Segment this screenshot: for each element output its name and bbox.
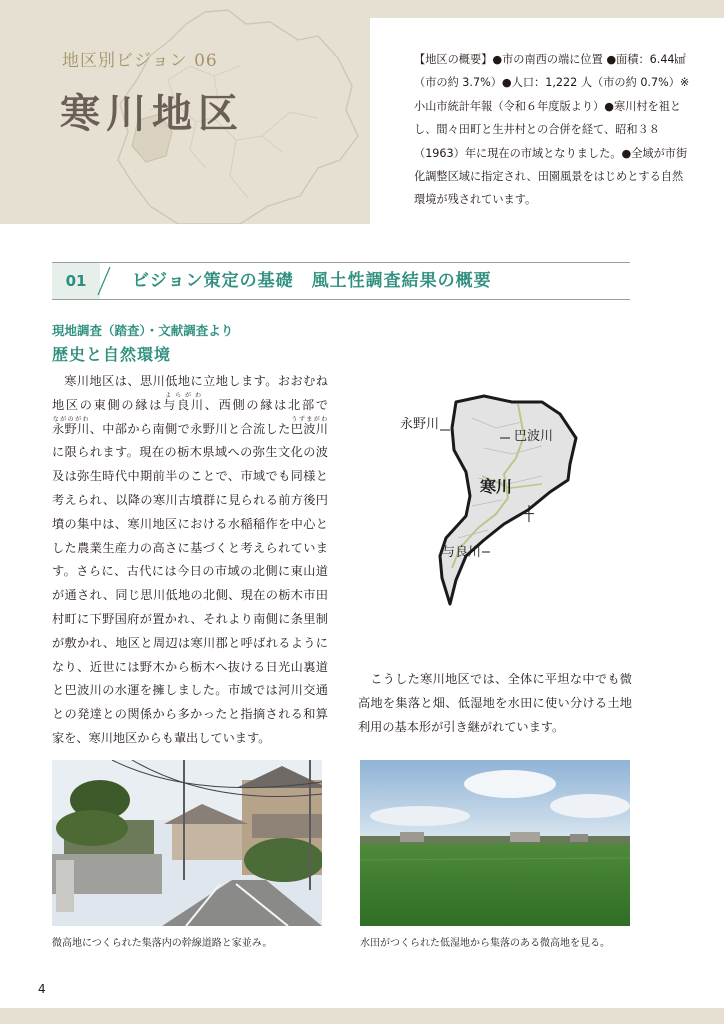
subsection-heading: 歴史と自然環境 (52, 345, 172, 364)
paragraph (52, 370, 328, 751)
section-heading (52, 262, 630, 300)
ruby-nagano (52, 415, 90, 436)
subsection-label: 現地調査（踏査）・文献調査より (52, 323, 234, 338)
district-boundary (440, 396, 576, 604)
paragraph: こうした寒川地区では、全体に平坦な中でも微高地を集落と畑、低湿地を水田に使い分ける土地利用の基本形が引き継がれています。 (358, 672, 632, 734)
text-run: 、中部から南側で永野川と合流した (89, 421, 291, 436)
slash-divider-icon (88, 263, 118, 299)
shrine-icon: ┼ (524, 505, 534, 521)
body-text-history (52, 370, 328, 751)
district-tag: 地区別ビジョン 06 (62, 51, 218, 71)
rice-paddy-image (360, 760, 630, 926)
ruby-reading: よらがわ (163, 391, 204, 399)
page-number: 4 (38, 982, 46, 996)
ruby-uzuma (290, 415, 328, 436)
photo-village-road (52, 760, 322, 926)
ruby-reading: うずまがわ (290, 415, 328, 423)
text-run: 、西側の縁は北部で (204, 397, 329, 412)
footer-band (0, 1008, 724, 1024)
map-label-nagano: 永野川 (400, 416, 440, 431)
ruby-reading: ながのがわ (52, 415, 90, 423)
district-title: 寒川地区 (60, 90, 244, 137)
text-run: 巴波川 (290, 421, 328, 436)
ruby-yoragawa (163, 391, 205, 412)
text-run: 与良川 (163, 397, 205, 412)
text-run: 寒川地区は、思川低地に立地します。おおむね地区の東側の縁は (52, 374, 328, 412)
body-text-landuse (358, 668, 632, 739)
village-road-image (52, 760, 322, 926)
photo-caption-1: 微高地につくられた集落内の幹線道路と家並み。 (52, 938, 273, 949)
section-title: ビジョン策定の基礎 風土性調査結果の概要 (132, 271, 492, 291)
map-label-yora: 与良川 (442, 544, 482, 559)
photo-caption-2: 水田がつくられた低湿地から集落のある微高地を見る。 (360, 938, 610, 949)
overview-text: 【地区の概要】●市の南西の端に位置 ●面積：6.44㎢（市の約 3.7%）●人口：1,222 人（市の約 0.7%）※小山市統計年報（令和６年度版より）●寒川村を祖とし、間々田町と生井村との合併を経て、昭和３８（1963）年に現在の市域となりました。●全域が市街化調整区域に指定され、田園風景をはじめとする自然環境が残されています。 (414, 53, 690, 207)
photo-rice-paddy (360, 760, 630, 926)
text-run: 永野川 (52, 421, 90, 436)
section-number: 01 (52, 263, 100, 299)
district-map (392, 388, 592, 608)
text-run: に限られます。現在の栃木県域への弥生文化の波及は弥生時代中期前半のことで、市域でも同様と考えられ、以降の寒川古墳群に見られる前方後円墳の集中は、寒川地区における水稲稲作を中心とした農業生産力の高さに基づくと考えられています。さらに、古代には今日の市域の北側に東山道が通され、同じ思川低地の北側、現在の栃木市田村町に下野国府が置かれ、それより南側に条里制が敷かれ、地区と周辺は寒川郡と呼ばれるようになり、近世には野木から栃木へ抜ける日光山裏道と巴波川の水運を擁しました。市域では河川交通との発達との関係から多かったと指摘される和算家を、寒川地区からも輩出しています。 (52, 445, 328, 745)
overview-box (370, 18, 724, 224)
map-label-samukawa: 寒川 (480, 479, 513, 496)
map-label-uzuma: 巴波川 (514, 428, 554, 443)
